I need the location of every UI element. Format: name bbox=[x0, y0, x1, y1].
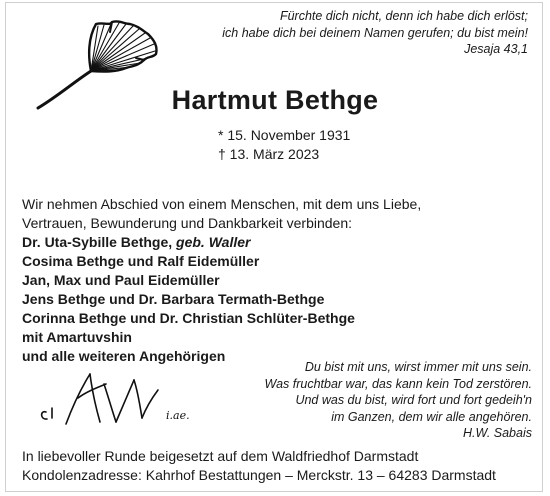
poem-line: im Ganzen, dem wir alle angehören. bbox=[331, 409, 532, 424]
mourner-line: mit Amartuvshin bbox=[22, 329, 132, 345]
burial-info: In liebevoller Runde beigesetzt auf dem Waldfriedhof Darmstadt bbox=[22, 448, 419, 464]
poem-author: H.W. Sabais bbox=[462, 426, 532, 440]
death-date: † 13. März 2023 bbox=[218, 146, 320, 162]
birth-date: * 15. November 1931 bbox=[218, 127, 351, 143]
poem-line: Und was du bist, wird fort und fort gedeih'n bbox=[295, 393, 532, 407]
mourner-line bbox=[22, 233, 532, 252]
poem bbox=[202, 359, 532, 442]
condolence-address: Kondolenzadresse: Kahrhof Bestattungen – Merckstr. 13 – 64283 Darmstadt bbox=[22, 467, 496, 483]
mourners-list bbox=[22, 233, 532, 366]
poem-line: Was fruchtbar war, das kann kein Tod zerstören. bbox=[264, 376, 532, 391]
life-dates bbox=[218, 126, 350, 164]
mourner-line: Cosima Bethge und Ralf Eidemüller bbox=[22, 253, 260, 269]
mourner-name: Dr. Uta-Sybille Bethge, bbox=[22, 234, 173, 250]
bible-quote-line: Fürchte dich nicht, denn ich habe dich erlöst; bbox=[279, 9, 528, 23]
deceased-name: Hartmut Bethge bbox=[171, 85, 379, 115]
mourner-line: Jens Bethge und Dr. Barbara Termath-Bethge bbox=[22, 291, 325, 307]
mourner-birth-name: geb. Waller bbox=[176, 234, 251, 250]
signature-suffix: i.ae. bbox=[166, 409, 190, 422]
handwritten-signature bbox=[30, 368, 205, 426]
mourner-line: Jan, Max und Paul Eidemüller bbox=[22, 272, 220, 288]
footer-info bbox=[22, 447, 542, 485]
bible-quote bbox=[188, 8, 528, 58]
mourner-line: und alle weiteren Angehörigen bbox=[22, 348, 226, 364]
poem-line: Du bist mit uns, wirst immer mit uns sein. bbox=[304, 360, 532, 374]
farewell-line: Wir nehmen Abschied von einem Menschen, mit dem uns Liebe, bbox=[22, 196, 422, 212]
mourner-line: Corinna Bethge und Dr. Christian Schlüter-Bethge bbox=[22, 310, 355, 326]
farewell-line: Vertrauen, Bewunderung und Dankbarkeit verbinden: bbox=[22, 215, 352, 231]
bible-quote-line: ich habe dich bei deinem Namen gerufen; du bist mein! bbox=[222, 25, 528, 40]
farewell-text bbox=[22, 195, 532, 233]
bible-quote-reference: Jesaja 43,1 bbox=[464, 42, 528, 56]
